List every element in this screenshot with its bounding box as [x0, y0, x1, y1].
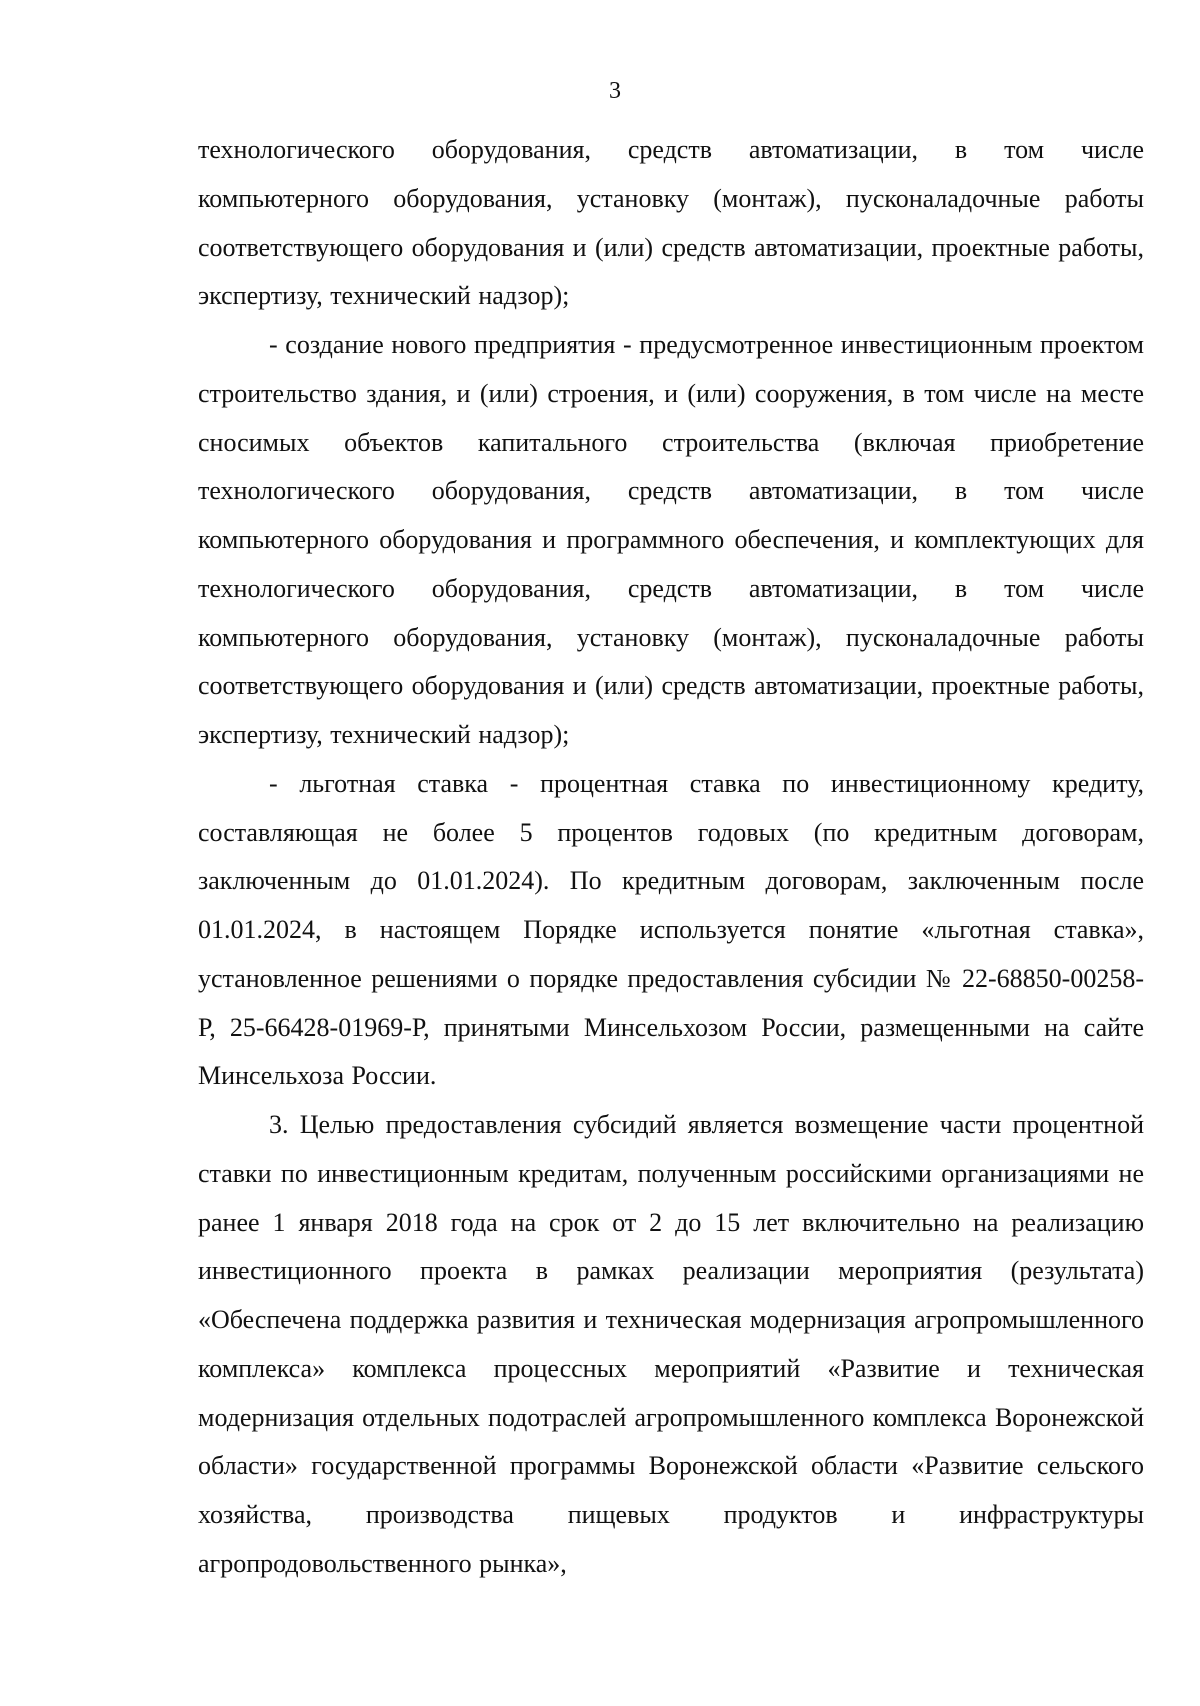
page-number: 3: [609, 78, 621, 104]
paragraph-new-enterprise-definition: - создание нового предприятия - предусмотренное инвестиционным проектом строительство здания, и (или) строения, и (или) сооружения, в том числе на месте сносимых объектов капитального строительства (включая приобретение технологического оборудования, средств автоматизации, в том числе компьютерного оборудования и программного обеспечения, и комплектующих для технологического оборудования, средств автоматизации, в том числе компьютерного оборудования, установку (монтаж), пусконаладочные работы соответствующего оборудования и (или) средств автоматизации, проектные работы, экспертизу, технический надзор);: [198, 330, 1144, 749]
paragraph-preferential-rate-definition: - льготная ставка - процентная ставка по инвестиционному кредиту, составляющая не более 5 процентов годовых (по кредитным договорам, заключенным до 01.01.2024). По кредитным договорам, заключенным после 01.01.2024, в настоящем Порядке используется понятие «льготная ставка», установленное решениями о порядке предоставления субсидии № 22-68850-00258-Р, 25-66428-01969-Р, принятыми Минсельхозом России, размещенными на сайте Минсельхоза России.: [198, 768, 1144, 1091]
document-body: [198, 126, 1144, 1589]
paragraph-equipment-continuation: технологического оборудования, средств автоматизации, в том числе компьютерного оборудования, установку (монтаж), пусконаладочные работы соответствующего оборудования и (или) средств автоматизации, проектные работы, экспертизу, технический надзор);: [198, 135, 1144, 311]
paragraph-subsidy-purpose: 3. Целью предоставления субсидий является возмещение части процентной ставки по инвестиционным кредитам, полученным российскими организациями не ранее 1 января 2018 года на срок от 2 до 15 лет включительно на реализацию инвестиционного проекта в рамках реализации мероприятия (результата) «Обеспечена поддержка развития и техническая модернизация агропромышленного комплекса» комплекса процессных мероприятий «Развитие и техническая модернизация отдельных подотраслей агропромышленного комплекса Воронежской области» государственной программы Воронежской области «Развитие сельского хозяйства, производства пищевых продуктов и инфраструктуры агропродовольственного рынка»,: [198, 1110, 1144, 1578]
